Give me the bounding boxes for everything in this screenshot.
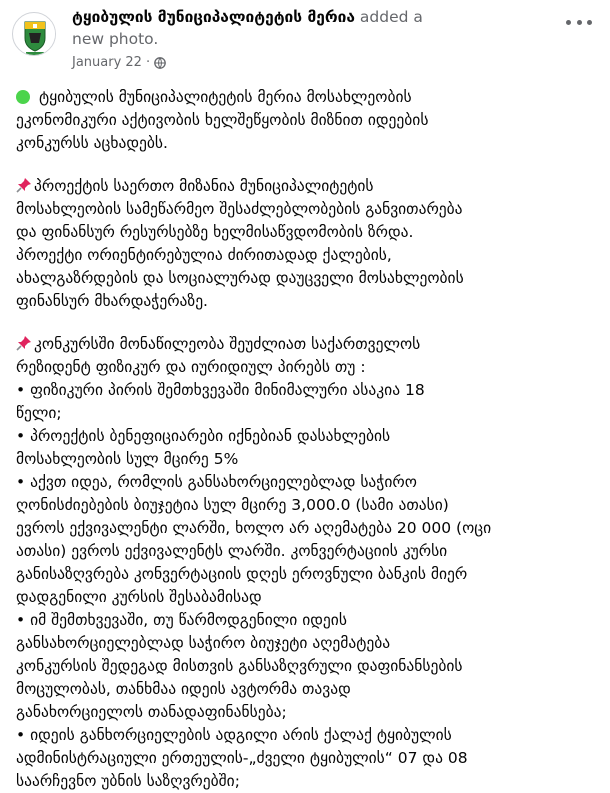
bullet-line: • ფიზიკური პირის შემთხვევაში მინიმალური ასაკია 18 <box>16 381 425 399</box>
post-paragraph-eligibility <box>16 333 600 793</box>
coat-of-arms-logo <box>13 13 56 56</box>
text-line: ფინანსურ მხარდაჭერაზე. <box>16 292 208 310</box>
post-action-text: added a <box>354 8 423 26</box>
post-header <box>0 0 610 80</box>
page-avatar[interactable] <box>12 12 56 56</box>
text-line: განახორციელოს თანადაფინანსება; <box>16 703 287 721</box>
post-paragraph-intro <box>16 86 600 155</box>
post-paragraph-goal <box>16 175 600 313</box>
text-line: პროექტი ორიენტირებულია ძირითადად ქალების, <box>16 246 392 264</box>
text-line: რეზიდენტ ფიზიკურ და იურიდიულ პირებს თუ : <box>16 358 366 376</box>
text-line: საარჩევნო უბნის საზღვრებში; <box>16 772 240 790</box>
text-line: ათასი) ევროს ექვივალენტს ლარში. კონვერტაციის კურსი <box>16 542 448 560</box>
text-line: ეკონომიკური აქტივობის ხელშეწყობის მიზნით იდეების <box>16 111 429 129</box>
text-line: ახალგაზრდების და სოციალურად დაუცველი მოსახლეობის <box>16 269 464 287</box>
globe-icon <box>154 57 166 69</box>
more-horizontal-icon[interactable] <box>566 14 592 30</box>
author-name-link[interactable]: ტყიბულის მუნიციპალიტეტის მერია <box>72 8 355 26</box>
post-meta <box>72 54 166 72</box>
meta-separator: · <box>145 55 151 70</box>
green-circle-icon <box>16 90 30 104</box>
text-line: მოცულობას, თანხმაა იდეის ავტორმა თავად <box>16 680 351 698</box>
text-line: კონკურსის შედეგად მისთვის განსაზღვრული დაფინანსების <box>16 657 463 675</box>
post-action-text-cont[interactable]: new photo. <box>72 30 159 48</box>
text-line: ღონისძიებების ბიუჯეტია სულ მცირე 3,000.0 (სამი ათასი) <box>16 496 449 514</box>
post-body <box>16 86 600 793</box>
text-line: განსახორციელებლად საჭირო ბიუჯეტი აღემატება <box>16 634 391 652</box>
pushpin-icon <box>16 335 32 351</box>
text-line: მოსახლეობის სულ მცირე 5% <box>16 450 239 468</box>
text-line: ადმინისტრაციული ერთეულის-„ძველი ტყიბულის“ 07 და 08 <box>16 749 468 767</box>
text-line: კონკურსს აცხადებს. <box>16 134 168 152</box>
text-line: ტყიბულის მუნიციპალიტეტის მერია მოსახლეობის <box>16 86 600 109</box>
text-line: მოსახლეობის სამეწარმეო შესაძლებლობების განვითარება <box>16 200 463 218</box>
text-line: პროექტის საერთო მიზანია მუნიციპალიტეტის <box>16 175 600 198</box>
text-line: ევროს ექვივალენტი ლარში, ხოლო არ აღემატება 20 000 (ოცი <box>16 519 492 537</box>
text-line: განისაზღვრება კონვერტაციის დღეს ეროვნული ბანკის მიერ <box>16 565 468 583</box>
text-line: წელი; <box>16 404 62 422</box>
bullet-line: • აქვთ იდეა, რომლის განსახორციელებლად საჭირო <box>16 473 417 491</box>
text-line: და ფინანსურ რესურსებზე ხელმისაწვდომობის ზრდა. <box>16 223 414 241</box>
text-line: კონკურსში მონაწილეობა შეუძლიათ საქართველოს <box>16 333 600 356</box>
pushpin-icon <box>16 177 32 193</box>
post-date-link[interactable]: January 22 <box>72 55 142 70</box>
bullet-line: • იმ შემთხვევაში, თუ წარმოდგენილი იდეის <box>16 611 347 629</box>
text-line: დადგენილი კურსის შესაბამისად <box>16 588 262 606</box>
bullet-line: • იდეის განხორციელების ადგილი არის ქალაქ ტყიბულის <box>16 726 452 744</box>
post-author-line <box>72 6 542 50</box>
bullet-line: • პროექტის ბენეფიციარები იქნებიან დასახლების <box>16 427 391 445</box>
